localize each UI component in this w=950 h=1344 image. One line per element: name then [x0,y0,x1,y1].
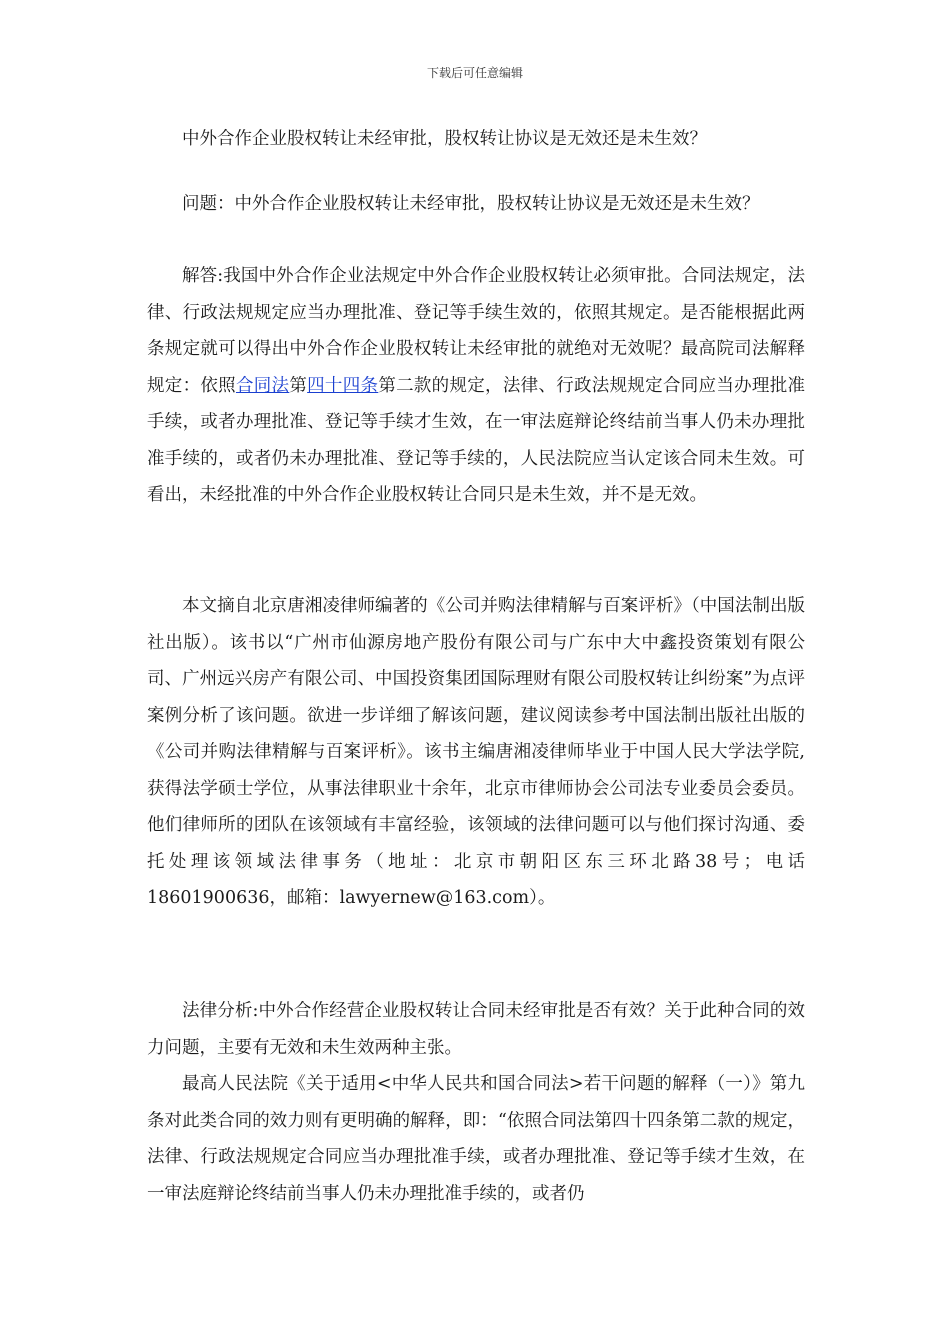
court-interpretation-paragraph: 最高人民法院《关于适用<中华人民共和国合同法>若干问题的解释（一）》第九条对此类合同的效力则有更明确的解释，即：“依照合同法第四十四条第二款的规定，法律、行政法规规定合同应当办理批准手续，或者办理批准、登记等手续才生效，在一审法庭辩论终结前当事人仍未办理批准手续的，或者仍 [147,1074,805,1204]
answer-text-3: 第二款的规定，法律、行政法规规定合同应当办理批准手续，或者办理批准、登记等手续才生效，在一审法庭辩论终结前当事人仍未办理批准手续的，或者仍未办理批准、登记等手续的，人民法院应当认定该合同未生效。可看出，未经批准的中外合作企业股权转让合同只是未生效，并不是无效。 [147,375,806,505]
answer-text-1: 解答:我国中外合作企业法规定中外合作企业股权转让必须审批。合同法规定，法律、行政法规规定应当办理批准、登记等手续生效的，依照其规定。是否能根据此两条规定就可以得出中外合作企业股权转让未经审批的就绝对无效呢？最高院司法解释规定：依照 [147,266,805,396]
source-paragraph: 本文摘自北京唐湘凌律师编著的《公司并购法律精解与百案评析》（中国法制出版社出版）。该书以“广州市仙源房地产股份有限公司与广东中大中鑫投资策划有限公司、广州远兴房产有限公司、中国投资集团国际理财有限公司股权转让纠纷案”为点评案例分析了该问题。欲进一步详细了解该问题，建议阅读参考中国法制出版社出版的《公司并购法律精解与百案评析》。该书主编唐湘凌律师毕业于中国人民大学法学院,获得法学硕士学位，从事法律职业十余年，北京市律师协会公司法专业委员会委员。他们律师所的团队在该领域有丰富经验，该领域的法律问题可以与他们探讨沟通、委托处理该领域法律事务（地址：北京市朝阳区东三环北路38号；电话18601900636，邮箱：lawyernew@163.com）。 [147,596,805,908]
answer-paragraph [147,258,805,514]
answer-text-2: 第 [289,375,308,396]
article-44-link[interactable]: 四十四条 [307,375,379,396]
contract-law-link[interactable]: 合同法 [235,375,290,396]
page-header: 下载后可任意编辑 [426,66,523,80]
question-paragraph: 问题：中外合作企业股权转让未经审批，股权转让协议是无效还是未生效？ [182,194,760,214]
analysis-paragraph: 法律分析:中外合作经营企业股权转让合同未经审批是否有效？关于此种合同的效力问题，主要有无效和未生效两种主张。 [147,1001,805,1058]
article-title: 中外合作企业股权转让未经审批，股权转让协议是无效还是未生效？ [182,129,707,149]
